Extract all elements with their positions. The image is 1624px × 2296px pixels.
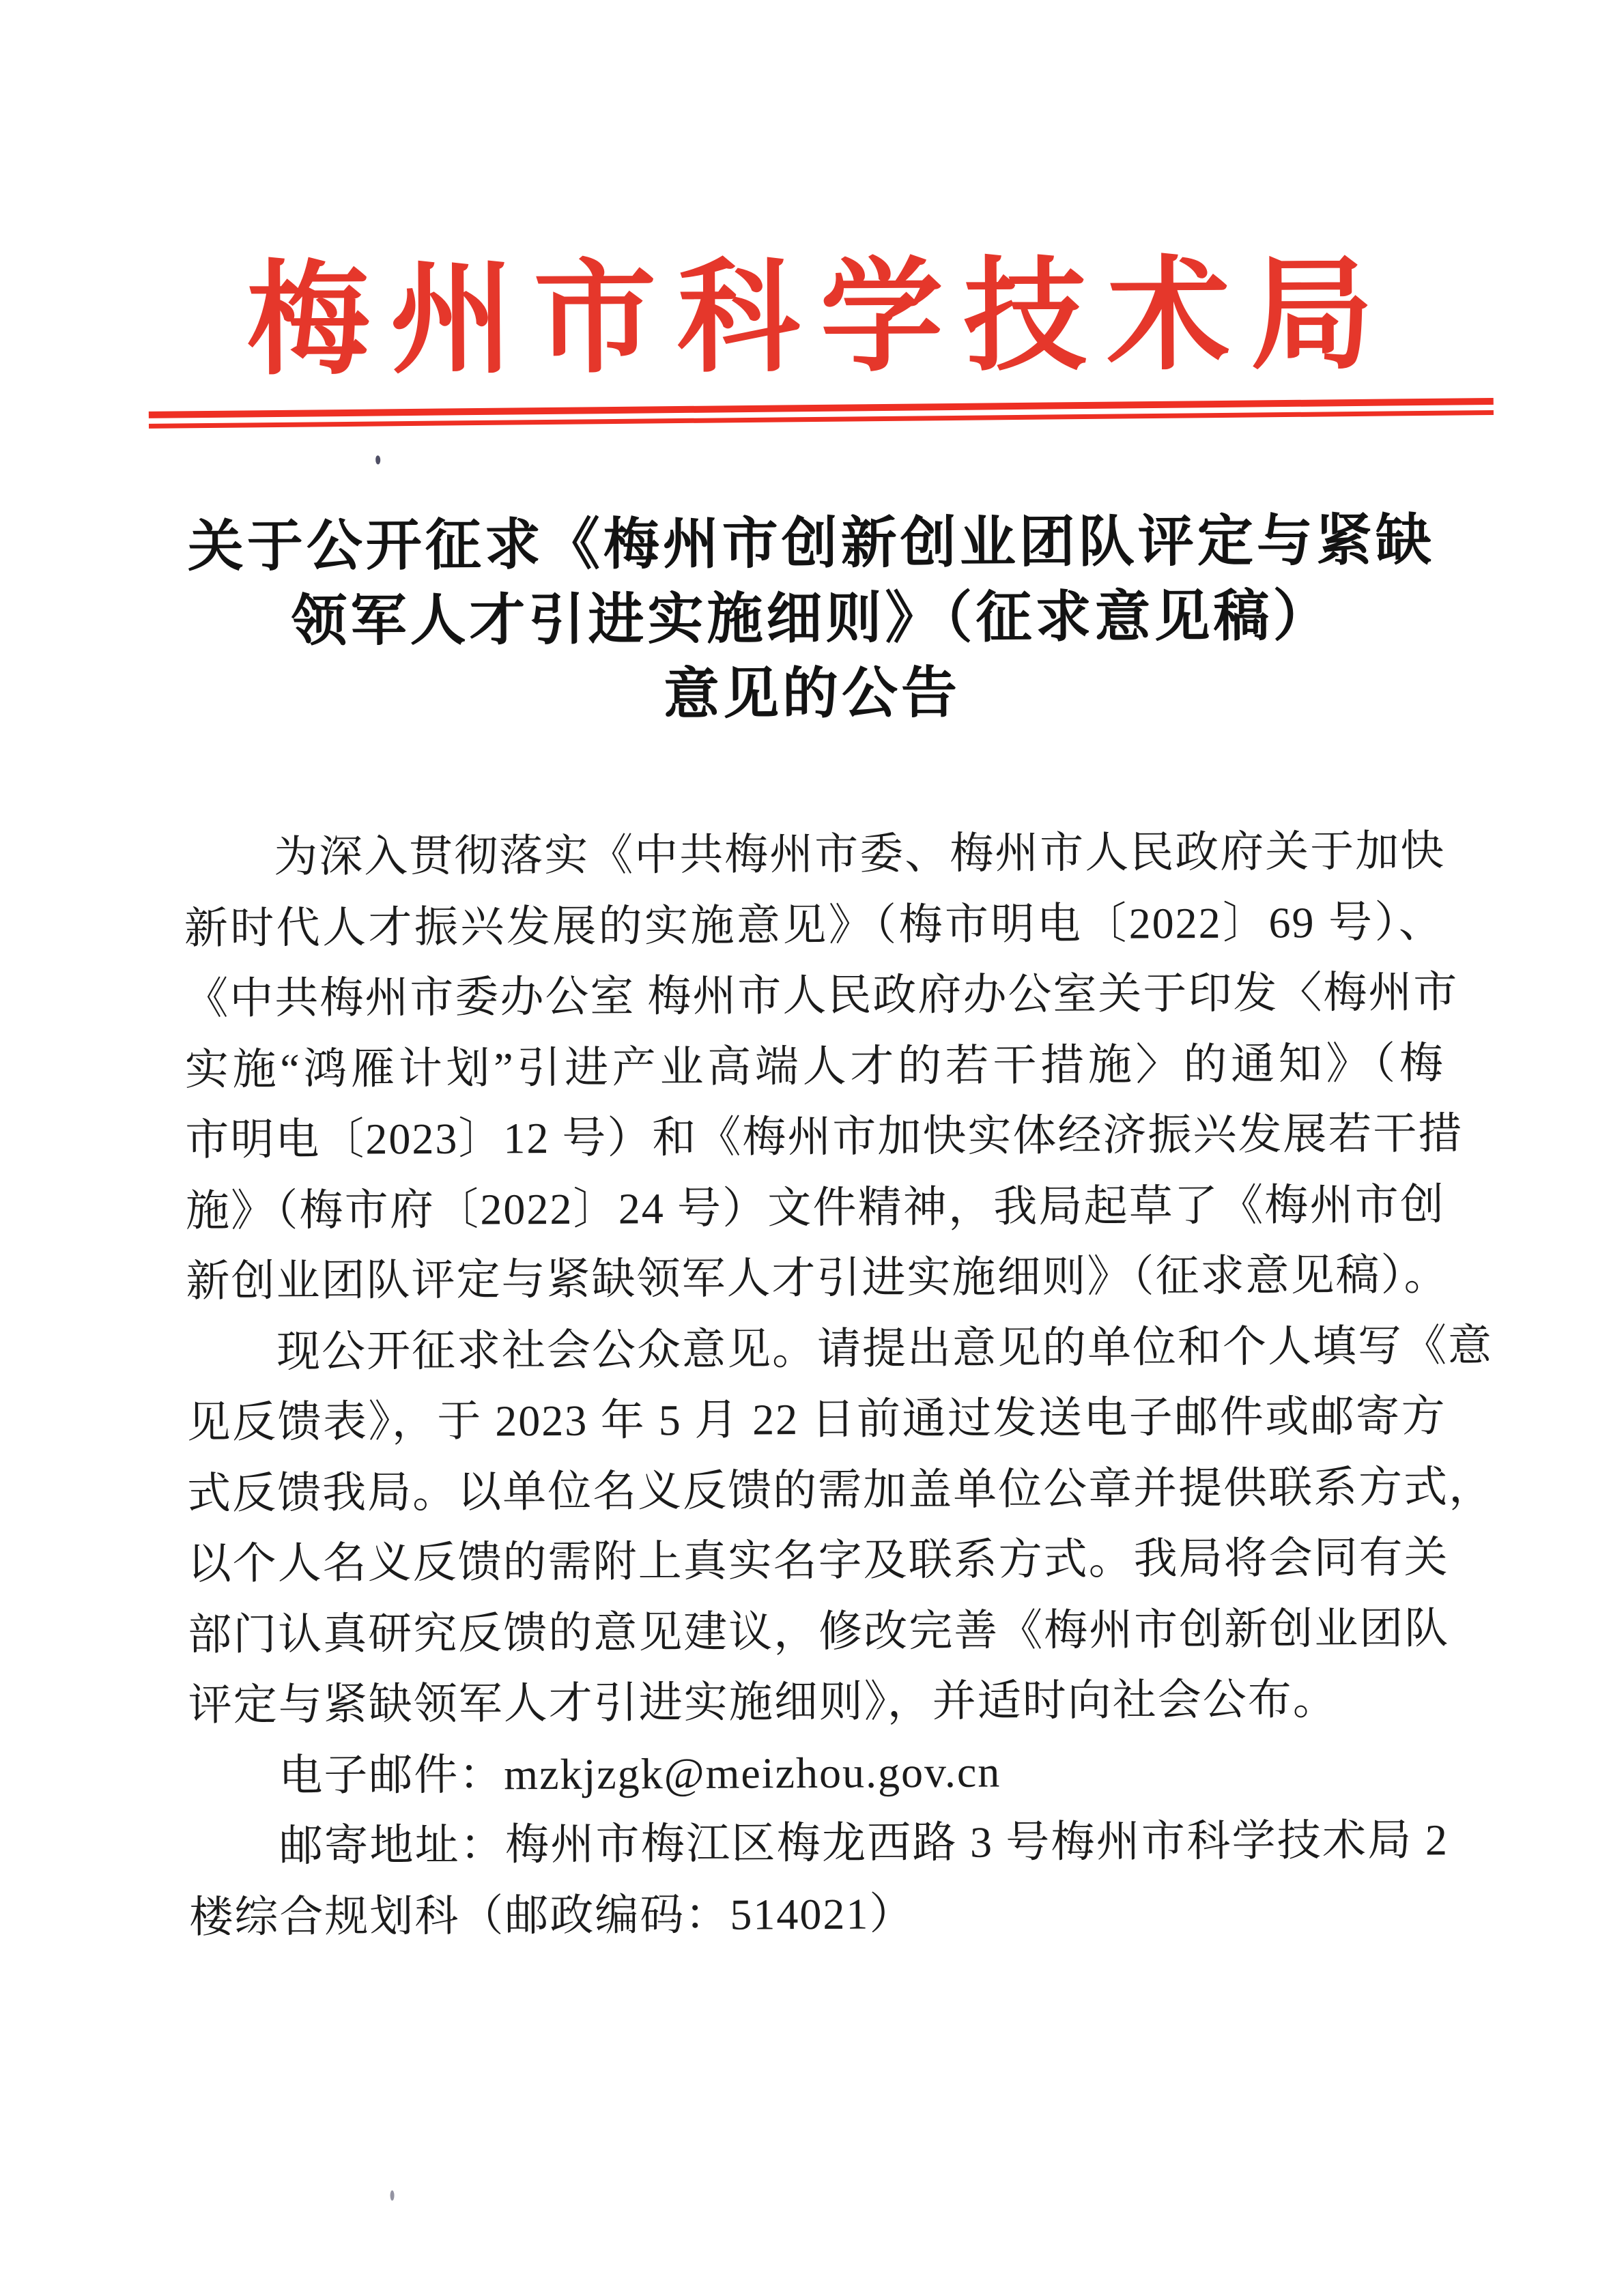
scan-ink-speck [390,2190,395,2200]
body-line: 实施“鸿雁计划”引进产业高端人才的若干措施〉的通知》（梅 [184,1038,1445,1094]
scan-ink-speck [375,455,380,464]
letterhead-divider [149,398,1494,429]
title-line-1: 关于公开征求《梅州市创新创业团队评定与紧缺 [187,509,1436,578]
agency-letterhead: 梅州市科学技术局 [246,247,1395,390]
body-line mailing-address-line: 邮寄地址：梅州市梅江区梅龙西路 3 号梅州市科学技术局 2 [279,1816,1449,1871]
body-line: 《中共梅州市委办公室 梅州市人民政府办公室关于印发〈梅州市 [184,968,1459,1023]
body-line: 现公开征求社会公众意见。请提出意见的单位和个人填写《意 [276,1321,1494,1376]
title-line-3: 意见的公告 [663,661,961,726]
body-line: 评定与紧缺领军人才引进实施细则》，并适时向社会公布。 [188,1674,1338,1730]
body-line: 为深入贯彻落实《中共梅州市委、梅州市人民政府关于加快 [274,827,1446,882]
body-line: 施》（梅市府〔2022〕24 号）文件精神，我局起草了《梅州市创 [185,1179,1446,1235]
body-line: 新创业团队评定与紧缺领军人才引进实施细则》（征求意见稿）。 [186,1250,1449,1306]
body-line: 式反馈我局。以单位名义反馈的需加盖单位公章并提供联系方式， [186,1462,1494,1518]
document-body [184,816,1494,1953]
document-title [0,502,1624,736]
body-line: 楼综合规划科（邮政编码：514021） [189,1889,915,1942]
body-line: 部门认真研究反馈的意见建议，修改完善《梅州市创新创业团队 [188,1603,1450,1659]
body-line: 新时代人才振兴发展的实施意见》（梅市明电〔2022〕69 号）、 [184,897,1444,953]
title-line-2: 领军人才引进实施细则》（征求意见稿） [291,585,1333,652]
body-line: 市明电〔2023〕12 号）和《梅州市加快实体经济振兴发展若干措 [185,1109,1464,1164]
body-line: 以个人名义反馈的需附上真实名字及联系方式。我局将会同有关 [187,1533,1449,1588]
body-line email-line: 电子邮件：mzkjzgk@meizhou.gov.cn [279,1747,1001,1800]
body-line: 见反馈表》，于 2023 年 5 月 22 日前通过发送电子邮件或邮寄方 [186,1392,1447,1447]
